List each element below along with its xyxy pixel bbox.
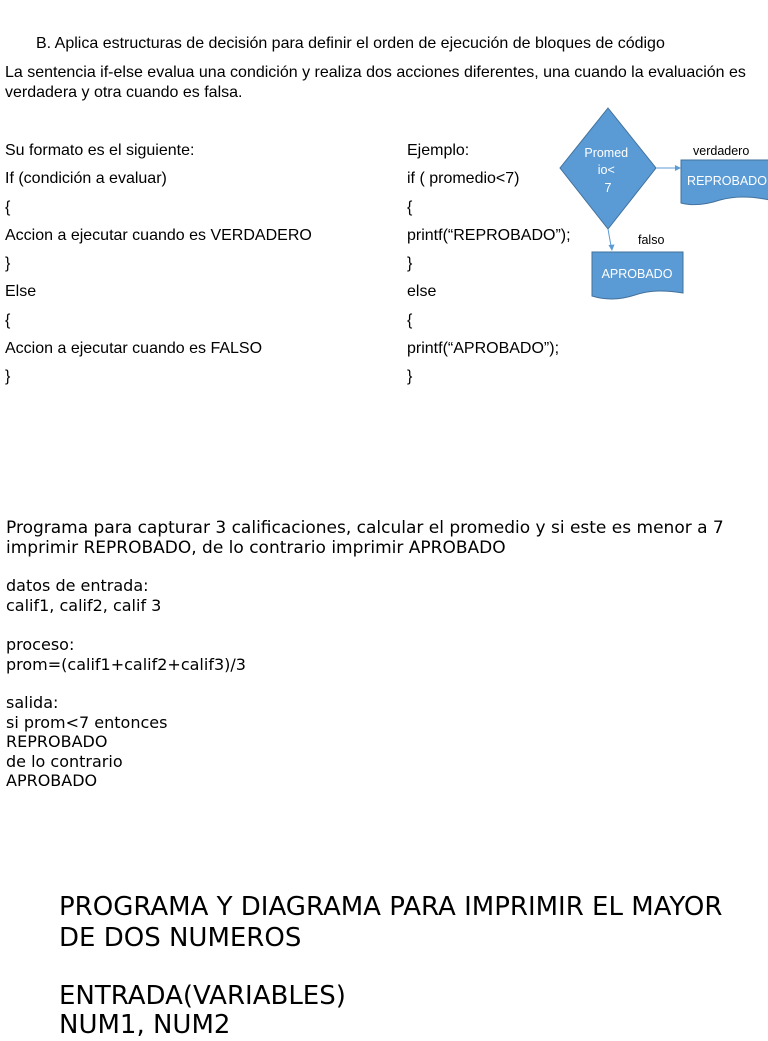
section-title: B. Aplica estructuras de decisión para definir el orden de ejecución de bloques de código: [36, 35, 665, 52]
intro-paragraph: La sentencia if-else evalua una condición y realiza dos acciones diferentes, una cuando la evaluación es verdadera y otra cuando es falsa.: [5, 64, 746, 101]
format-line: If (condición a evaluar): [5, 170, 167, 188]
process-block: [6, 635, 246, 674]
example-line: else: [407, 283, 437, 301]
false-output-text: APROBADO: [601, 267, 673, 281]
example-line: }: [407, 368, 413, 386]
format-line: }: [5, 255, 11, 273]
input-block: [6, 576, 161, 615]
false-label: falso: [638, 233, 665, 247]
output-line: si prom<7 entonces: [6, 712, 168, 732]
false-arrowhead: [609, 245, 615, 252]
output-block: [6, 693, 167, 791]
decision-text-line: Promed: [584, 146, 629, 160]
true-label: verdadero: [693, 144, 750, 158]
section-heading: PROGRAMA Y DIAGRAMA PARA IMPRIMIR EL MAYOR DE DOS NUMEROS: [59, 892, 723, 953]
format-line: {: [5, 311, 11, 329]
example-line: }: [407, 255, 413, 273]
format-syntax-list: [5, 141, 312, 396]
process-label: proceso:: [6, 635, 75, 654]
example-line: {: [407, 198, 413, 216]
format-line: Su formato es el siguiente:: [5, 142, 195, 159]
example-line: printf(“APROBADO”);: [407, 340, 560, 358]
if-else-flow-diagram: [560, 100, 768, 310]
example-line: {: [407, 311, 413, 329]
example-line: printf(“REPROBADO”);: [407, 226, 571, 244]
input-label: datos de entrada:: [6, 576, 149, 595]
false-arrow: [608, 229, 611, 246]
process-value: prom=(calif1+calif2+calif3)/3: [6, 654, 246, 674]
format-line: {: [5, 198, 11, 216]
true-output-text: REPROBADO: [687, 174, 767, 188]
example-line: Ejemplo:: [407, 142, 470, 159]
format-line: Accion a ejecutar cuando es VERDADERO: [5, 226, 312, 244]
output-line: REPROBADO: [6, 732, 108, 751]
decision-text-line: io<: [597, 163, 615, 177]
example-line: if ( promedio<7): [407, 170, 520, 188]
format-line: Else: [5, 283, 37, 301]
entrada-heading: ENTRADA(VARIABLES): [59, 981, 346, 1011]
output-label: salida:: [6, 693, 59, 712]
true-arrowhead: [675, 165, 681, 171]
output-line: de lo contrario: [6, 751, 123, 771]
example-code-list: [407, 141, 571, 396]
program-description: Programa para capturar 3 calificaciones, calcular el promedio y si este es menor a 7 imprimir REPROBADO, de lo contrario imprimir APROBADO: [6, 518, 724, 558]
input-value: calif1, calif2, calif 3: [6, 595, 162, 615]
output-line: APROBADO: [6, 771, 98, 790]
format-line: Accion a ejecutar cuando es FALSO: [5, 340, 263, 358]
format-line: }: [5, 368, 11, 386]
decision-text-line: 7: [604, 181, 612, 195]
entrada-variables: NUM1, NUM2: [59, 1010, 231, 1040]
